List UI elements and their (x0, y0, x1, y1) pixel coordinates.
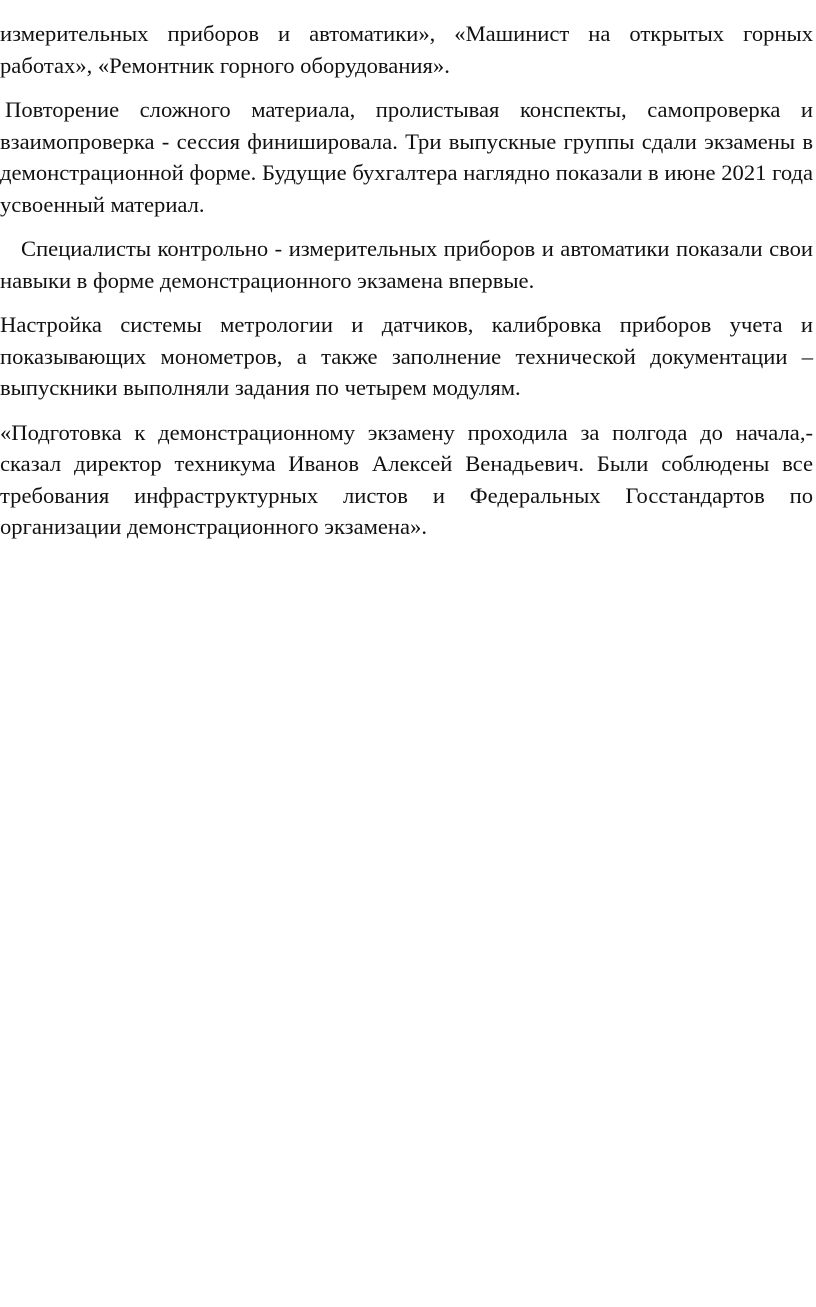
paragraph-session-summary: Повторение сложного материала, пролистывая конспекты, самопроверка и взаимопроверка - сессия финишировала. Три выпускные группы сдали экзамены в демонстрационной форме. Будущие бухгалтера наглядно показали в июне 2021 года усвоенный материал. (0, 97, 813, 217)
paragraph-instrumentation-specialists: Специалисты контрольно - измерительных приборов и автоматики показали свои навыки в форме демонстрационного экзамена впервые. (0, 236, 813, 293)
paragraph-professions-continuation: измерительных приборов и автоматики», «Машинист на открытых горных работах», «Ремонтник горного оборудования». (0, 21, 813, 78)
paragraph-director-quote: «Подготовка к демонстрационному экзамену проходила за полгода до начала,- сказал директор техникума Иванов Алексей Венадьевич. Были соблюдены все требования инфраструктурных листов и Федеральных Госстандартов по организации демонстрационного экзамена». (0, 419, 813, 539)
document-body (0, 18, 813, 543)
paragraph-exam-modules: Настройка системы метрологии и датчиков, калибровка приборов учета и показывающих монометров, а также заполнение технической документации – выпускники выполняли задания по четырем модулям. (0, 312, 813, 400)
